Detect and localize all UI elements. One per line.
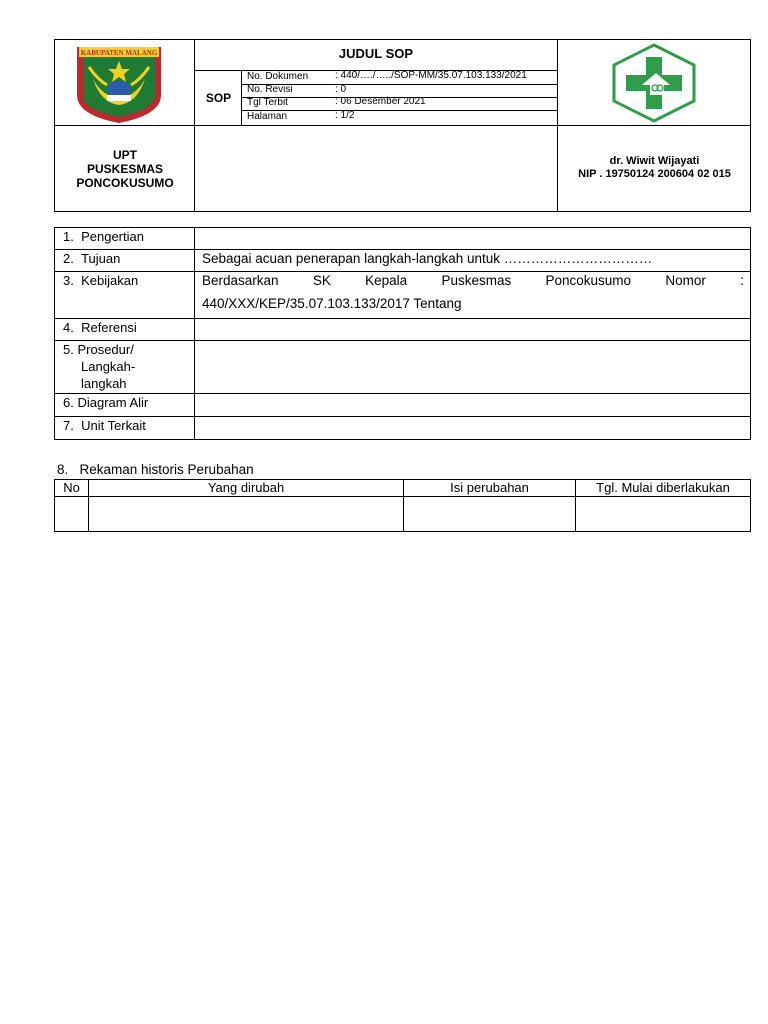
row-label-unit-terkait xyxy=(63,417,146,434)
sop-content-table xyxy=(54,227,751,440)
row-label-line: Langkah- xyxy=(81,359,136,374)
row-num: 1. xyxy=(63,229,74,244)
row-label-line: langkah xyxy=(81,376,127,391)
header-divider xyxy=(242,110,557,111)
upt-line: PONCOKUSUMO xyxy=(76,176,174,190)
col-header-isi-perubahan: Isi perubahan xyxy=(450,480,529,495)
col-header-no: No xyxy=(63,480,80,495)
col-header-tgl-mulai: Tgl. Mulai diberlakukan xyxy=(596,480,730,495)
row-label-line: Prosedur/ xyxy=(77,342,134,357)
table-divider xyxy=(55,416,750,417)
history-title: 8. Rekaman historis Perubahan xyxy=(57,462,254,477)
upt-line: PUSKESMAS xyxy=(86,162,163,176)
row-num: 4. xyxy=(63,320,74,335)
doc-value-no-revisi: : 0 xyxy=(335,84,347,95)
row-label: Pengertian xyxy=(81,229,144,244)
kebijakan-word: Puskesmas xyxy=(441,273,512,288)
col-header-yang-dirubah: Yang dirubah xyxy=(207,480,285,495)
upt-name xyxy=(55,148,195,190)
row-num: 2. xyxy=(63,251,74,266)
table-divider xyxy=(55,496,750,497)
kebijakan-word: Nomor xyxy=(665,273,706,288)
doc-value-halaman: : 1/2 xyxy=(335,110,355,121)
kebijakan-word: Kepala xyxy=(365,273,408,288)
doc-value-no-dokumen: : 440/…./…../SOP-MM/35.07.103.133/2021 xyxy=(335,70,527,81)
kebijakan-word: Berdasarkan xyxy=(202,273,279,288)
doc-label-no-revisi: No. Revisi xyxy=(247,84,293,95)
row-label-diagram-alir xyxy=(63,394,148,411)
table-divider xyxy=(55,393,750,394)
row-num: 5. xyxy=(63,342,74,357)
row-num: 3. xyxy=(63,273,74,288)
row-label-kebijakan xyxy=(63,272,138,289)
kebijakan-word: SK xyxy=(312,273,331,288)
row-label: Diagram Alir xyxy=(77,395,149,410)
signer-nip: NIP . 19750124 200604 02 015 xyxy=(578,168,731,180)
kebijakan-word: : xyxy=(740,273,744,288)
row-label: Kebijakan xyxy=(81,273,139,288)
judul-sop: JUDUL SOP xyxy=(338,46,414,61)
kabupaten-malang-logo xyxy=(71,43,167,125)
row-value-kebijakan-line1 xyxy=(202,269,744,292)
doc-label-tgl-terbit: Tgl Terbit xyxy=(247,97,288,108)
logo-caption: KABUPATEN MALANG xyxy=(80,49,158,57)
signer-name: dr. Wiwit Wijayati xyxy=(609,155,700,167)
header-divider xyxy=(55,125,750,126)
row-label: Unit Terkait xyxy=(81,418,146,433)
row-label-referensi xyxy=(63,319,137,336)
row-label-pengertian xyxy=(63,228,144,245)
sop-header xyxy=(54,39,751,212)
kebijakan-word: Poncokusumo xyxy=(545,273,632,288)
doc-label-halaman: Halaman xyxy=(247,111,288,122)
doc-label-no-dokumen: No. Dokumen xyxy=(247,71,309,82)
table-divider xyxy=(194,228,195,439)
row-value-kebijakan-line2: 440/XXX/KEP/35.07.103.133/2017 Tentang xyxy=(202,296,462,311)
table-divider xyxy=(55,318,750,319)
doc-value-tgl-terbit: : 06 Desember 2021 xyxy=(335,96,426,107)
signer-block xyxy=(558,155,751,181)
row-label: Tujuan xyxy=(81,251,121,266)
row-num: 6. xyxy=(63,395,74,410)
row-num: 7. xyxy=(63,418,74,433)
row-label-tujuan xyxy=(63,250,120,267)
table-divider xyxy=(55,340,750,341)
row-value-tujuan: Sebagai acuan penerapan langkah-langkah untuk …………………………… xyxy=(202,251,653,266)
sop-label: SOP xyxy=(205,91,232,105)
row-label-prosedur xyxy=(63,341,135,392)
upt-line: UPT xyxy=(113,148,137,162)
history-table xyxy=(54,479,751,532)
puskesmas-logo xyxy=(608,43,700,123)
row-label: Referensi xyxy=(81,320,137,335)
